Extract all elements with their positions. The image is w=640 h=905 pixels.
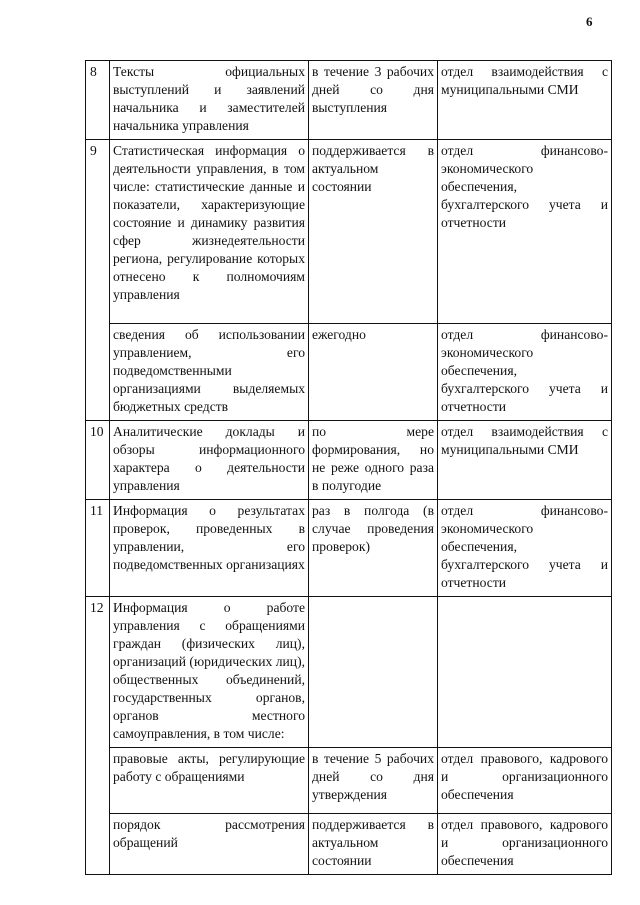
table-row xyxy=(86,324,612,421)
update-term: раз в полгода (в случае проведения проверок) xyxy=(309,500,438,597)
row-number: 12 xyxy=(86,597,110,748)
update-term: в течение 5 рабочих дней со дня утверждения xyxy=(309,748,438,814)
row-number: 11 xyxy=(86,500,110,597)
table-row xyxy=(86,140,612,324)
table-row xyxy=(86,814,612,875)
update-term: поддерживается в актуальном состоянии xyxy=(309,140,438,324)
row-number-empty xyxy=(86,324,110,421)
table-row xyxy=(86,421,612,500)
responsible-department xyxy=(438,597,612,748)
info-subject: правовые акты, регулирующие работу с обращениями xyxy=(110,748,309,814)
update-term: поддерживается в актуальном состоянии xyxy=(309,814,438,875)
responsible-department: отдел взаимодействия с муниципальными СМИ xyxy=(438,421,612,500)
row-number: 10 xyxy=(86,421,110,500)
responsible-department: отдел правового, кадрового и организационного обеспечения xyxy=(438,748,612,814)
update-term: ежегодно xyxy=(309,324,438,421)
row-number-empty xyxy=(86,814,110,875)
responsible-department: отдел финансово-экономического обеспечения, бухгалтерского учета и отчетности xyxy=(438,324,612,421)
update-term xyxy=(309,597,438,748)
info-subject: порядок рассмотрения обращений xyxy=(110,814,309,875)
responsible-department: отдел правового, кадрового и организационного обеспечения xyxy=(438,814,612,875)
info-subject: Информация о работе управления с обращениями граждан (физических лиц), организаций (юридических лиц), общественных объединений, государственных органов, органов местного самоуправления, в том числе: xyxy=(110,597,309,748)
information-table xyxy=(85,60,612,875)
table-row xyxy=(86,748,612,814)
info-subject: Тексты официальных выступлений и заявлений начальника и заместителей начальника управления xyxy=(110,61,309,140)
responsible-department: отдел финансово-экономического обеспечения, бухгалтерского учета и отчетности xyxy=(438,500,612,597)
table-row xyxy=(86,597,612,748)
row-number-empty xyxy=(86,748,110,814)
table-row xyxy=(86,61,612,140)
info-subject: Статистическая информация о деятельности управления, в том числе: статистические данные и показатели, характеризующие состояние и динамику развития сфер жизнедеятельности региона, регулирование которых отнесено к полномочиям управления xyxy=(110,140,309,324)
update-term: в течение 3 рабочих дней со дня выступления xyxy=(309,61,438,140)
info-subject: сведения об использовании управлением, его подведомственными организациями выделяемых бюджетных средств xyxy=(110,324,309,421)
info-subject: Информация о результатах проверок, проведенных в управлении, его подведомственных организациях xyxy=(110,500,309,597)
info-subject: Аналитические доклады и обзоры информационного характера о деятельности управления xyxy=(110,421,309,500)
update-term: по мере формирования, но не реже одного раза в полугодие xyxy=(309,421,438,500)
row-number: 9 xyxy=(86,140,110,324)
responsible-department: отдел взаимодействия с муниципальными СМИ xyxy=(438,61,612,140)
table-row xyxy=(86,500,612,597)
responsible-department: отдел финансово-экономического обеспечения, бухгалтерского учета и отчетности xyxy=(438,140,612,324)
row-number: 8 xyxy=(86,61,110,140)
page-number: 6 xyxy=(586,14,593,29)
